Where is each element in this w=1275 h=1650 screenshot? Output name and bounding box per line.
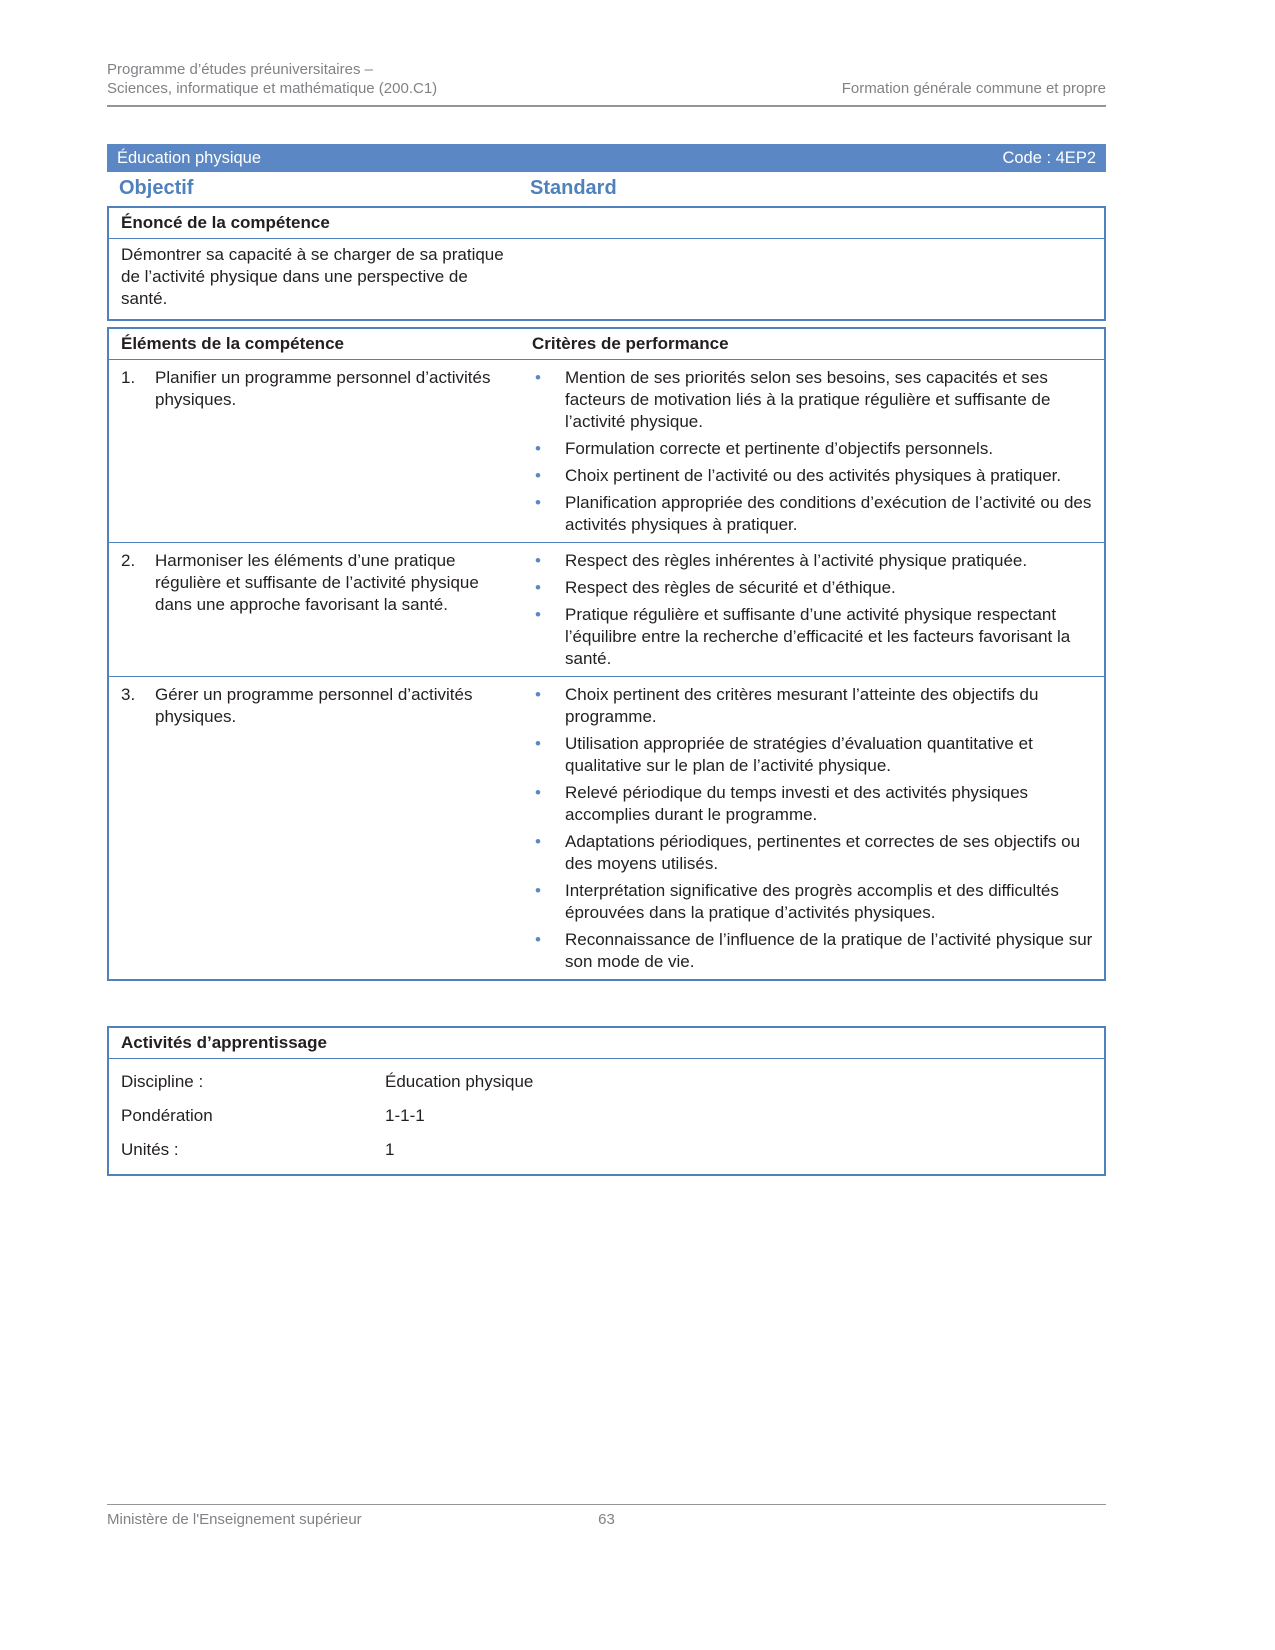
bullet-icon: • — [535, 466, 541, 485]
element-number: 3. — [121, 685, 136, 704]
enonce-body — [109, 239, 1104, 319]
table-row — [109, 677, 1104, 979]
footer-ministry: Ministère de l'Enseignement supérieur — [107, 1511, 362, 1528]
criterion-text: Respect des règles de sécurité et d’éthique. — [565, 578, 896, 597]
criterion-item — [532, 367, 1096, 433]
section-title-bar — [107, 144, 1106, 172]
apprentissage-row — [109, 1071, 1094, 1093]
element-text: Gérer un programme personnel d’activités physiques. — [155, 685, 473, 726]
page-footer — [107, 1504, 1106, 1528]
criterion-item — [532, 604, 1096, 670]
criterion-item — [532, 550, 1096, 572]
bullet-icon: • — [535, 578, 541, 597]
column-labels — [107, 177, 1106, 200]
criterion-item — [532, 684, 1096, 728]
element-number: 1. — [121, 368, 136, 387]
unites-label: Unités : — [121, 1140, 179, 1159]
criterion-text: Utilisation appropriée de stratégies d’évaluation quantitative et qualitative sur le plan de l’activité physique. — [565, 734, 1033, 775]
header-left-line1: Programme d’études préuniversitaires – — [107, 61, 373, 78]
table-row — [109, 543, 1104, 677]
criterion-text: Pratique régulière et suffisante d’une activité physique respectant l’équilibre entre la recherche d’efficacité et les facteurs favorisant la santé. — [565, 605, 1071, 668]
bullet-icon: • — [535, 605, 541, 624]
bullet-icon: • — [535, 881, 541, 900]
element-cell — [109, 684, 532, 973]
header-divider — [107, 105, 1106, 107]
competence-table — [107, 327, 1106, 981]
apprentissage-box — [107, 1026, 1106, 1176]
header-right: Formation générale commune et propre — [841, 80, 1106, 97]
table-row — [109, 360, 1104, 543]
criterion-item — [532, 929, 1096, 973]
element-number: 2. — [121, 551, 136, 570]
enonce-box — [107, 206, 1106, 321]
elements-column-header: Éléments de la compétence — [121, 334, 344, 353]
criteria-cell — [532, 367, 1104, 536]
apprentissage-header: Activités d’apprentissage — [109, 1028, 1104, 1059]
section-code: Code : 4EP2 — [1002, 148, 1096, 167]
ponderation-label: Pondération — [121, 1106, 213, 1125]
apprentissage-row — [109, 1105, 1094, 1127]
bullet-icon: • — [535, 493, 541, 512]
criterion-text: Respect des règles inhérentes à l’activité physique pratiquée. — [565, 551, 1028, 570]
header-left-line2: Sciences, informatique et mathématique (200.C1) — [107, 80, 438, 97]
unites-value: 1 — [385, 1140, 395, 1159]
bullet-icon: • — [535, 439, 541, 458]
page-header — [107, 60, 1106, 107]
criterion-text: Choix pertinent de l’activité ou des activités physiques à pratiquer. — [565, 466, 1062, 485]
criterion-text: Choix pertinent des critères mesurant l’atteinte des objectifs du programme. — [565, 685, 1039, 726]
element-cell — [109, 367, 532, 536]
section-title: Éducation physique — [117, 148, 262, 167]
discipline-value: Éducation physique — [385, 1072, 534, 1091]
criterion-item — [532, 438, 1096, 460]
table-header-row — [109, 329, 1104, 360]
apprentissage-body — [109, 1071, 1104, 1174]
bullet-icon: • — [535, 734, 541, 753]
enonce-text: Démontrer sa capacité à se charger de sa pratique de l’activité physique dans une perspective de santé. — [121, 245, 504, 308]
criterion-item — [532, 577, 1096, 599]
bullet-icon: • — [535, 783, 541, 802]
bullet-icon: • — [535, 930, 541, 949]
apprentissage-row — [109, 1139, 1094, 1161]
criterion-item — [532, 733, 1096, 777]
ponderation-value: 1-1-1 — [385, 1106, 425, 1125]
bullet-icon: • — [535, 832, 541, 851]
criterion-item — [532, 465, 1096, 487]
enonce-header: Énoncé de la compétence — [109, 208, 1104, 239]
criterion-text: Interprétation significative des progrès accomplis et des difficultés éprouvées dans la pratique d’activités physiques. — [565, 881, 1059, 922]
element-text: Harmoniser les éléments d’une pratique régulière et suffisante de l’activité physique dans une approche favorisant la santé. — [155, 551, 479, 614]
criterion-text: Planification appropriée des conditions d’exécution de l’activité ou des activités physiques à pratiquer. — [565, 493, 1092, 534]
objectif-label: Objectif — [119, 177, 194, 199]
criterion-item — [532, 492, 1096, 536]
criteria-cell — [532, 550, 1104, 670]
header-left — [107, 60, 437, 98]
criterion-text: Relevé périodique du temps investi et des activités physiques accomplies durant le programme. — [565, 783, 1029, 824]
criterion-text: Adaptations périodiques, pertinentes et correctes de ses objectifs ou des moyens utilisés. — [565, 832, 1081, 873]
element-cell — [109, 550, 532, 670]
criteria-cell — [532, 684, 1104, 973]
criterion-item — [532, 880, 1096, 924]
criteres-column-header: Critères de performance — [532, 334, 729, 353]
page-number: 63 — [598, 1511, 615, 1528]
element-text: Planifier un programme personnel d’activités physiques. — [155, 368, 491, 409]
criterion-item — [532, 782, 1096, 826]
criterion-text: Formulation correcte et pertinente d’objectifs personnels. — [565, 439, 994, 458]
standard-label: Standard — [530, 177, 617, 199]
criterion-text: Reconnaissance de l’influence de la pratique de l’activité physique sur son mode de vie. — [565, 930, 1093, 971]
criterion-item — [532, 831, 1096, 875]
bullet-icon: • — [535, 368, 541, 387]
discipline-label: Discipline : — [121, 1072, 204, 1091]
criterion-text: Mention de ses priorités selon ses besoins, ses capacités et ses facteurs de motivation liés à la pratique régulière et suffisante de l’activité physique. — [565, 368, 1051, 431]
bullet-icon: • — [535, 685, 541, 704]
bullet-icon: • — [535, 551, 541, 570]
